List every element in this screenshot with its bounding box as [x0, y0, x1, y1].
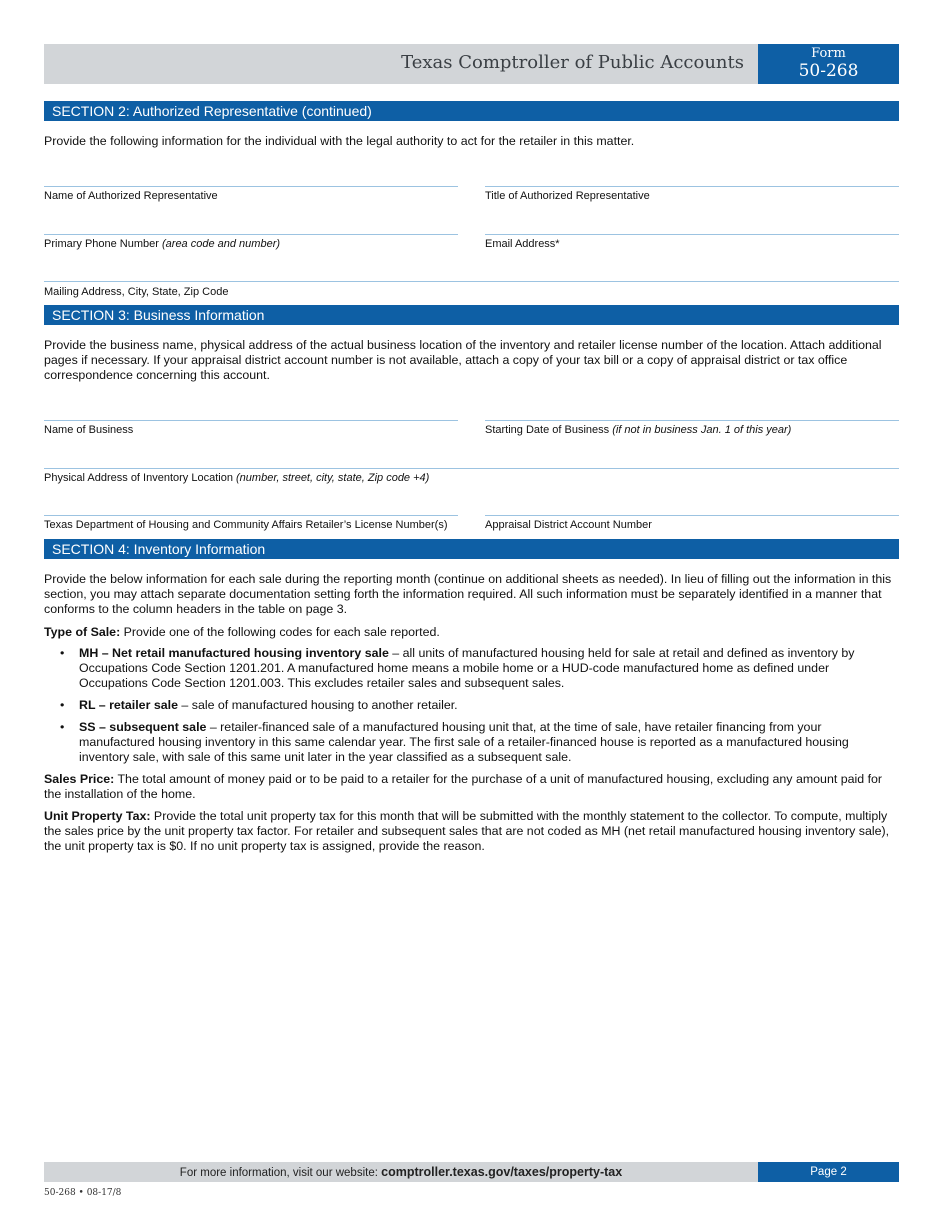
- agency-name: Texas Comptroller of Public Accounts: [401, 52, 744, 73]
- phone-hint: (area code and number): [162, 238, 281, 250]
- code-rl: RL – retailer sale – sale of manufactured housing to another retailer.: [79, 698, 458, 712]
- mailing-address-label: Mailing Address, City, State, Zip Code: [44, 286, 229, 298]
- license-number-field[interactable]: [44, 515, 458, 516]
- email-label: Email Address*: [485, 238, 560, 250]
- code-mh: MH – Net retail manufactured housing inventory sale – all units of manufactured housing held for sale at retail and defined as inventory by Occupations Code Section 1201.201. A manufactured home means a mobile home or a HUD-code manufactured home as defined under Occupations Code Section 1201.003. This excludes retailer sales and subsequent sales.: [79, 646, 855, 690]
- mailing-address-field[interactable]: [44, 281, 899, 282]
- business-name-field[interactable]: [44, 420, 458, 421]
- start-date-hint: (if not in business Jan. 1 of this year): [612, 424, 792, 436]
- page-number: Page 2: [758, 1162, 899, 1182]
- start-date-field[interactable]: [485, 420, 899, 421]
- physical-address-hint: (number, street, city, state, Zip code +4): [236, 472, 430, 484]
- unit-property-tax-definition: Unit Property Tax: Provide the total unit property tax for this month that will be submitted with the monthly statement to the collector. To compute, multiply the sales price by the unit property tax factor. For retailer and subsequent sales that are not coded as MH (net retail manufactured housing inventory sale), the unit property tax is $0. If no unit property tax is assigned, provide the reason.: [44, 809, 890, 853]
- physical-address-field[interactable]: [44, 468, 899, 469]
- phone-label: Primary Phone Number (area code and number): [44, 238, 281, 250]
- appraisal-account-field[interactable]: [485, 515, 899, 516]
- business-name-label: Name of Business: [44, 424, 134, 436]
- license-number-label: Texas Department of Housing and Community Affairs Retailer’s License Number(s): [44, 519, 448, 531]
- code-ss: SS – subsequent sale – retailer-financed sale of a manufactured housing unit that, at the time of sale, have retailer financing from your manufactured housing inventory in this same calendar year. The first sale of a retailer-financed house is reported as a manufactured housing inventory sale, with sale of this same unit later in the year classified as a subsequent sale.: [79, 720, 849, 764]
- section-4-heading: SECTION 4: Inventory Information: [44, 539, 899, 559]
- section-3-intro: Provide the business name, physical address of the actual business location of the inventory and retailer license number of the location. Attach additional pages if necessary. If your appraisal district account number is not available, attach a copy of your tax bill or a copy of appraisal district or tax office correspondence concerning this account.: [44, 338, 882, 382]
- rep-title-field[interactable]: [485, 186, 899, 187]
- section-4-intro: Provide the below information for each sale during the reporting month (continue on additional sheets as needed). In lieu of filling out the information in this section, you may attach separate documentation setting forth the information required. All such information must be separately identified in a manner that conforms to the column headers in the table on page 3.: [44, 572, 892, 616]
- section-3-heading: SECTION 3: Business Information: [44, 305, 899, 325]
- appraisal-account-label: Appraisal District Account Number: [485, 519, 652, 531]
- website-link[interactable]: comptroller.texas.gov/taxes/property-tax: [381, 1165, 623, 1179]
- section-2-heading: SECTION 2: Authorized Representative (continued): [44, 101, 899, 121]
- rep-name-field[interactable]: [44, 186, 458, 187]
- type-of-sale: Type of Sale: Provide one of the following codes for each sale reported.: [44, 625, 440, 639]
- phone-field[interactable]: [44, 234, 458, 235]
- physical-address-label: Physical Address of Inventory Location (number, street, city, state, Zip code +4): [44, 472, 430, 484]
- rep-title-label: Title of Authorized Representative: [485, 190, 650, 202]
- form-label: Form: [811, 46, 846, 61]
- bullet-ss: •: [60, 720, 65, 734]
- form-number: 50-268: [798, 61, 859, 81]
- bullet-mh: •: [60, 646, 65, 660]
- bullet-rl: •: [60, 698, 65, 712]
- form-number-box: [758, 44, 899, 84]
- section-2-intro: Provide the following information for the individual with the legal authority to act for the retailer in this matter.: [44, 134, 635, 148]
- footer-info: For more information, visit our website: comptroller.texas.gov/taxes/property-tax: [44, 1162, 758, 1182]
- email-field[interactable]: [485, 234, 899, 235]
- rep-name-label: Name of Authorized Representative: [44, 190, 218, 202]
- form-revision-code: 50-268 • 08-17/8: [44, 1188, 122, 1198]
- start-date-label: Starting Date of Business (if not in business Jan. 1 of this year): [485, 424, 792, 436]
- sales-price-definition: Sales Price: The total amount of money paid or to be paid to a retailer for the purchase of a unit of manufactured housing, excluding any amount paid for the installation of the home.: [44, 772, 883, 801]
